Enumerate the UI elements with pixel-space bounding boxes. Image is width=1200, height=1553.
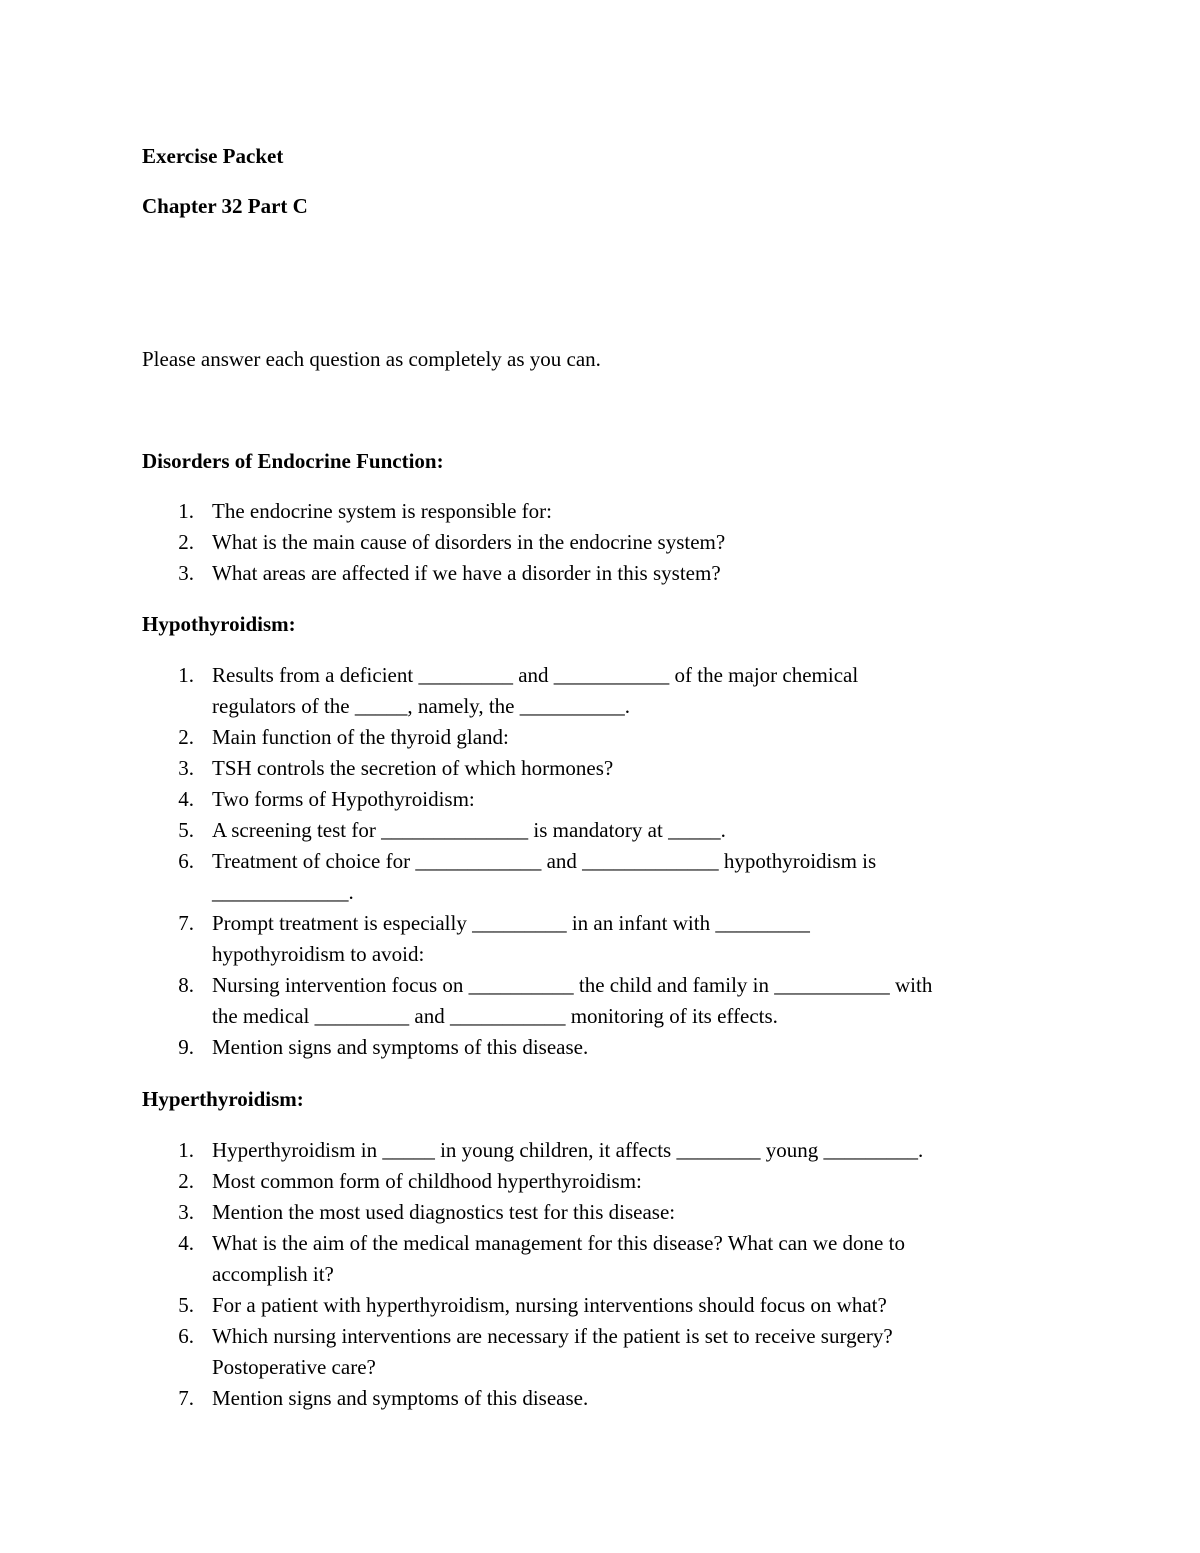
list-item: 1. Hyperthyroidism in _____ in young children, it affects ________ young _________.	[178, 1138, 924, 1162]
list-item: 4. What is the aim of the medical management for this disease? What can we done to accomplish it?	[178, 1231, 905, 1286]
list-item: 3. TSH controls the secretion of which hormones?	[178, 756, 614, 780]
list-item: 9. Mention signs and symptoms of this disease.	[178, 1035, 589, 1059]
list-item: 3. What areas are affected if we have a disorder in this system?	[178, 561, 721, 585]
list-item: 7. Prompt treatment is especially _________ in an infant with _________ hypothyroidism to avoid:	[178, 911, 810, 966]
instructions-text: Please answer each question as completely as you can.	[142, 347, 601, 371]
list-item: 6. Treatment of choice for ____________ and _____________ hypothyroidism is _____________.	[178, 849, 877, 904]
hypothyroidism-question-list	[142, 660, 932, 1063]
list-item: 3. Mention the most used diagnostics test for this disease:	[178, 1200, 676, 1224]
section-heading-hyperthyroidism: Hyperthyroidism:	[142, 1087, 304, 1111]
list-item: 2. What is the main cause of disorders in the endocrine system?	[178, 530, 726, 554]
list-item: 6. Which nursing interventions are necessary if the patient is set to receive surgery? Postoperative care?	[178, 1324, 893, 1379]
list-item: 2. Main function of the thyroid gland:	[178, 725, 509, 749]
hyperthyroidism-question-list	[142, 1135, 923, 1414]
list-item: 1. Results from a deficient _________ and ___________ of the major chemical regulators of the _____, namely, the __________.	[178, 663, 859, 718]
list-item: 8. Nursing intervention focus on __________ the child and family in ___________ with the medical _________ and ___________ monitoring of its effects.	[178, 973, 933, 1028]
list-item: 7. Mention signs and symptoms of this disease.	[178, 1386, 589, 1410]
list-item: 5. A screening test for ______________ is mandatory at _____.	[178, 818, 726, 842]
list-item: 4. Two forms of Hypothyroidism:	[178, 787, 475, 811]
document-title: Exercise Packet	[142, 144, 284, 168]
document-subtitle: Chapter 32 Part C	[142, 194, 308, 218]
list-item: 1. The endocrine system is responsible for:	[178, 499, 552, 523]
section-heading-hypothyroidism: Hypothyroidism:	[142, 612, 296, 636]
list-item: 5. For a patient with hyperthyroidism, nursing interventions should focus on what?	[178, 1293, 887, 1317]
endocrine-question-list	[142, 496, 725, 589]
section-heading-endocrine: Disorders of Endocrine Function:	[142, 449, 444, 473]
list-item: 2. Most common form of childhood hyperthyroidism:	[178, 1169, 642, 1193]
